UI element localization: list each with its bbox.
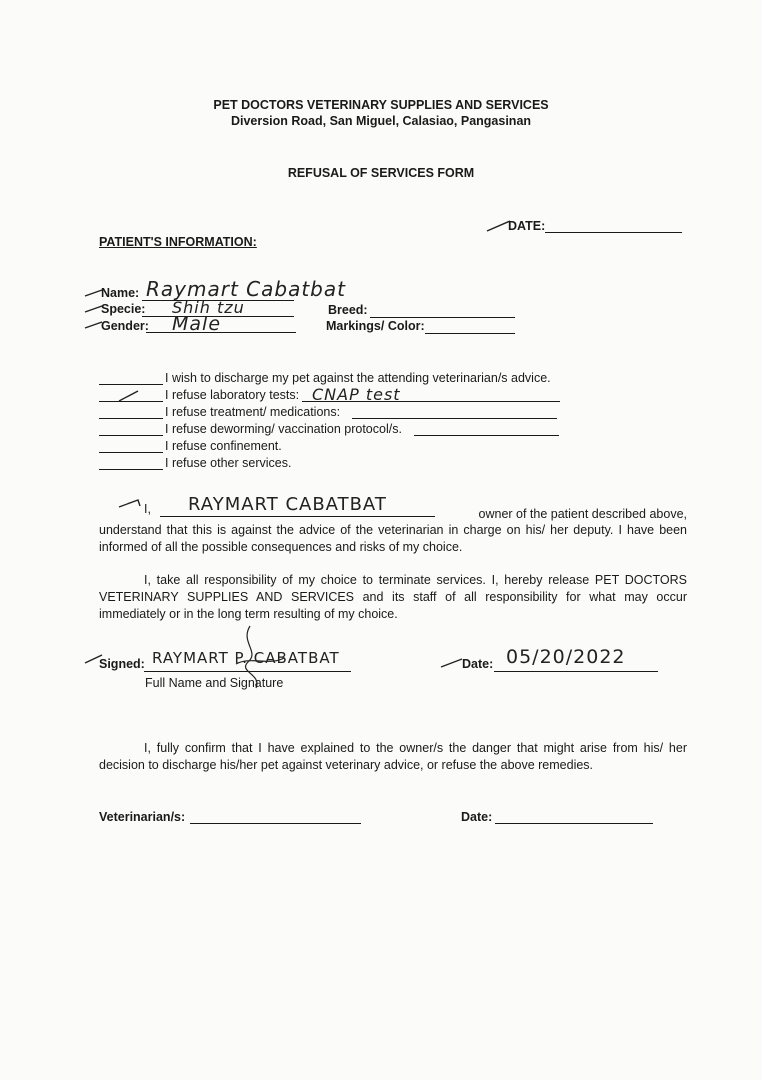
statement-line1-tail: owner of the patient described above, [478,507,687,521]
check-mark-icon [118,389,140,403]
signature-value: RAYMART P. CABATBAT [152,649,340,667]
option-discharge: I wish to discharge my pet against the attending veterinarian/s advice. [165,371,551,385]
option-treatment: I refuse treatment/ medications: [165,405,341,419]
vet-date-label: Date: [461,810,493,824]
option-blank[interactable] [99,418,163,419]
option-blank[interactable] [99,435,163,436]
vet-date-field[interactable] [495,823,653,824]
check-mark-icon [440,656,464,670]
owner-name-value: RAYMART CABATBAT [188,494,387,515]
owner-name-field[interactable] [160,516,435,517]
name-label: Name: [101,286,140,300]
option-blank[interactable] [99,384,163,385]
option-blank[interactable] [99,469,163,470]
specie-value: Shih tzu [172,298,245,317]
patient-info-heading: PATIENT'S INFORMATION: [99,235,257,249]
gender-value: Male [172,313,222,335]
signature-date-label: Date: [462,657,494,671]
check-mark-icon [118,497,142,511]
treatment-field[interactable] [352,418,557,419]
option-blank[interactable] [99,452,163,453]
veterinarian-field[interactable] [190,823,361,824]
markings-label: Markings/ Color: [326,319,425,333]
form-title: REFUSAL OF SERVICES FORM [287,166,475,180]
date-label: DATE: [508,219,546,233]
option-confinement: I refuse confinement. [165,439,282,453]
option-other-services: I refuse other services. [165,456,292,470]
signed-label: Signed: [99,657,145,671]
statement-text: understand that this is against the advice of the veterinarian in charge on his/ her deputy. I have been informed of all the possible consequences and risks of my choice. [99,523,687,554]
organization-address: Diversion Road, San Miguel, Calasiao, Pangasinan [230,114,532,128]
organization-name: PET DOCTORS VETERINARY SUPPLIES AND SERVICES [213,98,549,112]
signature-caption: Full Name and Signature [145,676,284,690]
deworming-field[interactable] [414,435,559,436]
gender-label: Gender: [101,319,149,333]
option-deworming: I refuse deworming/ vaccination protocol/s. [165,422,402,436]
lab-tests-value: CNAP test [312,385,401,404]
date-field[interactable] [545,232,682,233]
confirmation-paragraph: I, fully confirm that I have explained to the owner/s the danger that might arise from his/ her decision to discharge his/her pet against veterinary advice, or refuse the above remedies. [99,741,687,772]
signature-date-value: 05/20/2022 [506,646,626,668]
name-value: Raymart Cabatbat [146,277,346,301]
breed-field[interactable] [370,317,515,318]
specie-label: Specie: [101,302,146,316]
signature-date-field[interactable] [494,671,658,672]
statement-i-label: I, [144,502,151,516]
option-lab-tests: I refuse laboratory tests: [165,388,300,402]
responsibility-paragraph: I, take all responsibility of my choice to terminate services. I, hereby release PET DOCTORS VETERINARY SUPPLIES AND SERVICES and its staff of all responsibility for what may occur immediately or in the long term resulting of my choice. [99,573,687,621]
markings-field[interactable] [425,333,515,334]
breed-label: Breed: [328,303,368,317]
veterinarian-label: Veterinarian/s: [99,810,186,824]
